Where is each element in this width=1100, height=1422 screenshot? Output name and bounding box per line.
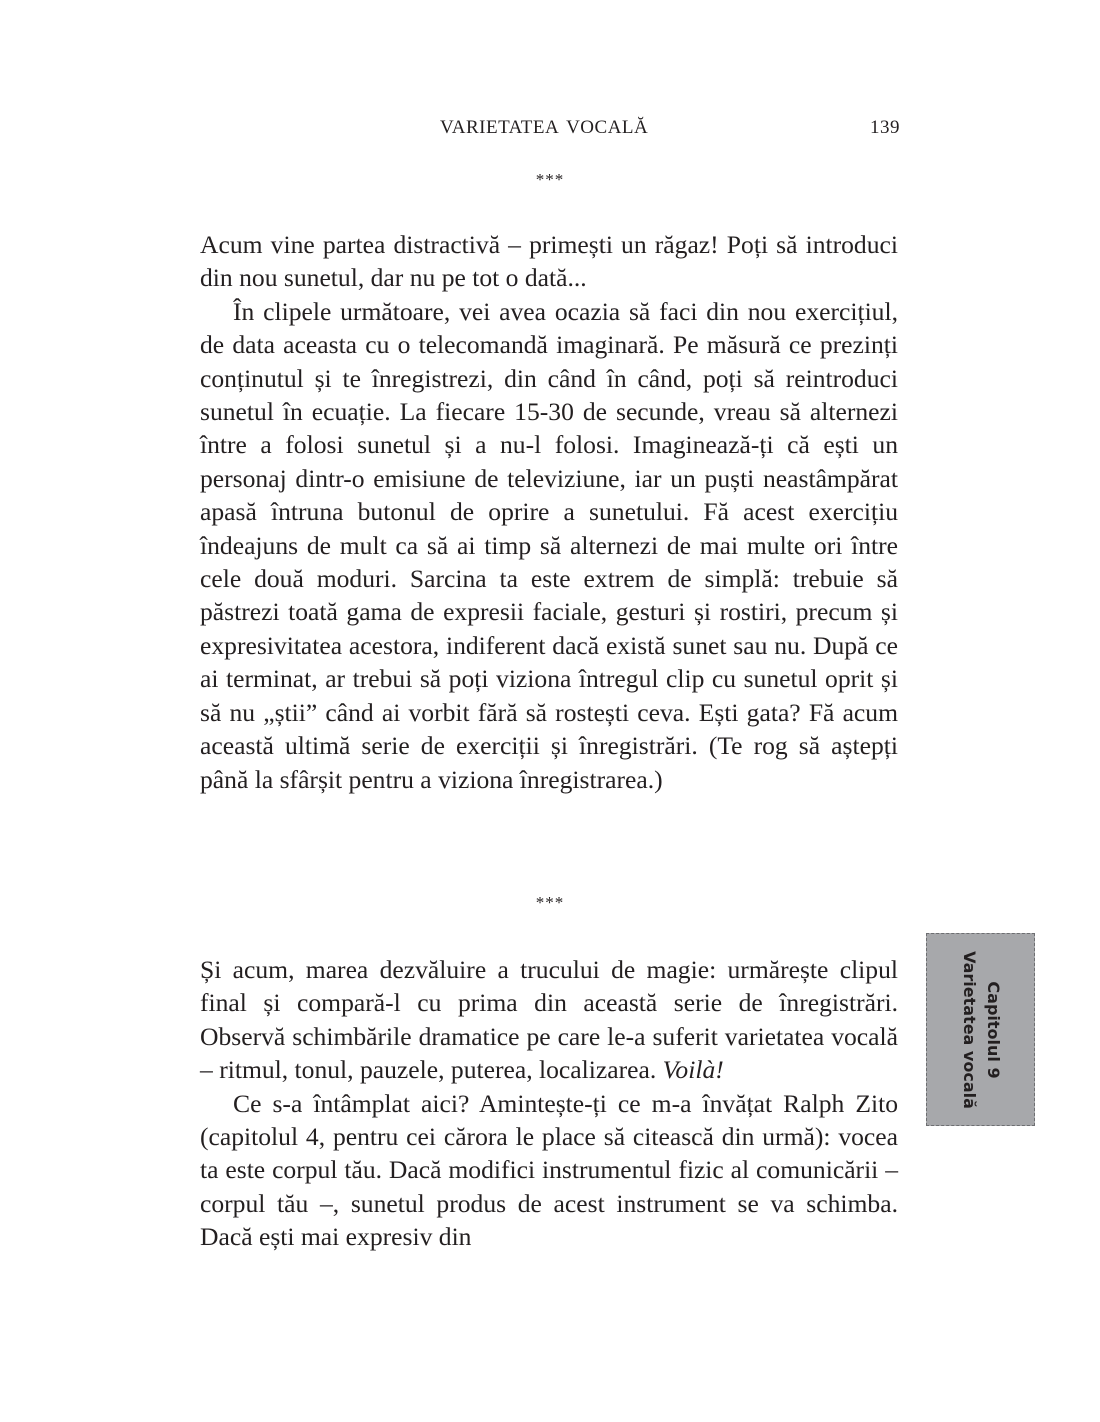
chapter-title: Varietatea vocală (959, 950, 979, 1109)
paragraph (200, 953, 898, 1087)
paragraph: În clipele următoare, vei avea ocazia să faci din nou exercițiul, de data aceasta cu o telecomandă imaginară. Pe măsură ce prezinți conținutul și te înregistrezi, din când în când, poți să reintroduci sunetul în ecuație. La fiecare 15-30 de secunde, vreau să alternezi între a folosi sunetul și a nu-l folosi. Imaginează-ți că ești un personaj dintr-o emisiune de televiziune, iar un puști neastâmpărat apasă întruna butonul de oprire a sunetului. Fă acest exercițiu îndeajuns de mult ca să ai timp să alternezi de mai multe ori între cele două moduri. Sarcina ta este extrem de simplă: trebuie să păstrezi toată gama de expresii faciale, gesturi și rostiri, precum și expresivitatea acestora, indiferent dacă există sunet sau nu. După ce ai terminat, ar trebui să poți viziona întregul clip cu sunetul oprit și să nu „știi” când ai vorbit fără să rostești ceva. Ești gata? Fă acum această ultimă serie de exerciții și înregistrări. (Te rog să aștepți până la sfârșit pentru a viziona înregistrarea.) (200, 296, 898, 794)
paragraph: Ce s-a întâmplat aici? Amintește-ți ce m-a învățat Ralph Zito (capitolul 4, pentru cei cărora le place să citească din urmă): vocea ta este corpul tău. Dacă modifici instrumentul fizic al comunicării – corpul tău –, sunetul produs de acest instrument se va schimba. Dacă ești mai expresiv din (200, 1088, 898, 1252)
section-1-body (200, 228, 898, 796)
chapter-number: Capitolul 9 (983, 980, 1003, 1079)
paragraph-text: Și acum, marea dezvăluire a trucului de magie: urmărește clipul final și compară-l cu prima din această serie de înregistrări. Observă schimbările dramatice pe care le-a suferit varietatea vocală – ritmul, tonul, pauzele, puterea, localizarea. (200, 955, 898, 1085)
running-title: VARIETATEA VOCALĂ (440, 117, 649, 138)
chapter-thumb-tab (926, 933, 1035, 1126)
section-separator: *** (535, 170, 565, 189)
section-2-body (200, 953, 898, 1254)
section-separator: *** (535, 893, 565, 912)
chapter-tab-label (957, 933, 1005, 1126)
italic-exclamation: Voilà! (662, 1055, 724, 1085)
paragraph: Acum vine partea distractivă – primești un răgaz! Poți să introduci din nou sunetul, dar nu pe tot o dată... (200, 230, 898, 293)
running-header (440, 117, 900, 147)
page-number: 139 (870, 117, 900, 138)
